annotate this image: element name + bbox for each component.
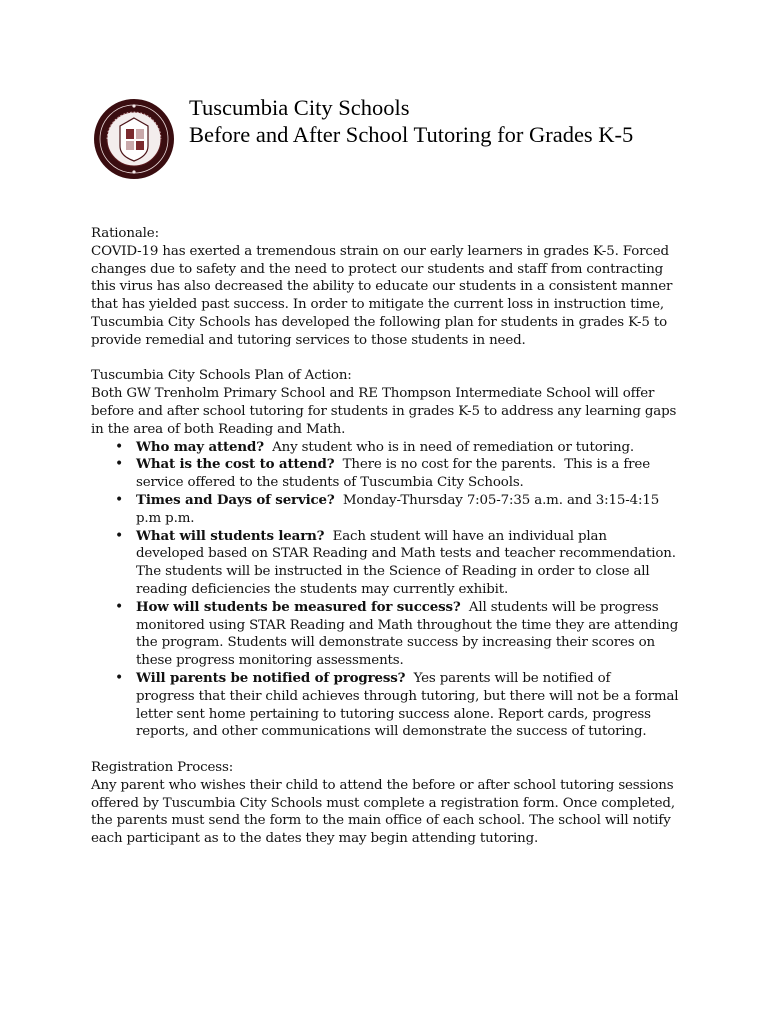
bullet-answer: Monday-Thursday 7:05-7:35 a.m. and 3:15-4:15 (334, 492, 660, 508)
bullet-answer-line: The students will be instructed in the Science of Reading in order to close all (136, 564, 650, 580)
list-item (115, 438, 691, 457)
rationale-line: changes due to safety and the need to protect our students and staff from contracting (91, 261, 664, 277)
bullet-icon: • (115, 598, 124, 615)
bullet-answer: Any student who is in need of remediation or tutoring. (263, 439, 635, 455)
bullet-question: Will parents be notified of progress? (136, 669, 406, 686)
registration-line: offered by Tuscumbia City Schools must complete a registration form. Once completed, (91, 795, 675, 811)
bullet-answer-line: service offered to the students of Tuscumbia City Schools. (136, 475, 524, 491)
bullet-answer: Yes parents will be notified of (405, 670, 611, 686)
rationale-section (91, 225, 691, 350)
bullet-answer: Each student will have an individual plan (324, 528, 607, 544)
rationale-line: provide remedial and tutoring services to those students in need. (91, 332, 526, 348)
list-item (115, 669, 691, 741)
school-seal-icon (93, 98, 175, 180)
plan-line: Both GW Trenholm Primary School and RE Thompson Intermediate School will offer (91, 386, 655, 402)
bullet-icon: • (115, 438, 124, 455)
bullet-answer-line: letter sent home pertaining to tutoring success alone. Report cards, progress (136, 706, 651, 722)
bullet-question: Times and Days of service? (136, 491, 335, 508)
list-item (115, 456, 691, 492)
plan-section (91, 367, 691, 741)
section-spacer (91, 741, 691, 759)
bullet-icon: • (115, 669, 124, 686)
bullet-answer-line: the program. Students will demonstrate success by increasing their scores on (136, 635, 656, 651)
rationale-line: that has yielded past success. In order to mitigate the current loss in instruction time, (91, 297, 665, 313)
list-item (115, 527, 691, 599)
registration-line: each participant as to the dates they may begin attending tutoring. (91, 831, 539, 847)
bullet-question: What will students learn? (136, 527, 325, 544)
plan-line: before and after school tutoring for students in grades K-5 to address any learning gaps (91, 403, 677, 419)
bullet-answer-line: developed based on STAR Reading and Math tests and teacher recommendation. (136, 546, 676, 562)
bullet-answer-line: reports, and other communications will demonstrate the success of tutoring. (136, 724, 647, 740)
bullet-icon: • (115, 456, 124, 473)
registration-line: Any parent who wishes their child to attend the before or after school tutoring sessions (91, 777, 674, 793)
document-body (91, 225, 691, 848)
bullet-answer-line: reading deficiencies the students may currently exhibit. (136, 581, 509, 597)
list-item (115, 491, 691, 528)
bullet-question: What is the cost to attend? (136, 456, 335, 473)
bullet-icon: • (115, 527, 124, 544)
rationale-line: this virus has also decreased the ability to educate our students in a consistent manner (91, 279, 673, 295)
bullet-answer-line: progress that their child achieves through tutoring, but there will not be a formal (136, 688, 679, 704)
rationale-line: Tuscumbia City Schools has developed the following plan for students in grades K-5 to (91, 314, 667, 330)
bullet-answer-line: monitored using STAR Reading and Math throughout the time they are attending (136, 617, 679, 633)
document-title (189, 94, 633, 148)
rationale-line: COVID-19 has exerted a tremendous strain on our early learners in grades K-5. Forced (91, 243, 669, 259)
bullet-question: Who may attend? (136, 438, 264, 455)
section-spacer (91, 350, 691, 368)
registration-line: the parents must send the form to the main office of each school. The school will notify (91, 813, 671, 829)
title-line-school: Tuscumbia City Schools (189, 95, 410, 120)
plan-bullet-list (91, 439, 691, 742)
bullet-answer: There is no cost for the parents. This is a free (334, 457, 650, 473)
title-line-program: Before and After School Tutoring for Grades K-5 (189, 122, 634, 147)
registration-heading: Registration Process: (91, 759, 234, 775)
bullet-answer-line: p.m p.m. (136, 510, 195, 526)
plan-line: in the area of both Reading and Math. (91, 421, 346, 437)
bullet-answer: All students will be progress (460, 599, 659, 615)
list-item (115, 598, 691, 670)
bullet-icon: • (115, 491, 124, 508)
rationale-heading: Rationale: (91, 226, 159, 241)
bullet-question: How will students be measured for success? (136, 598, 461, 615)
plan-heading: Tuscumbia City Schools Plan of Action: (91, 368, 352, 384)
bullet-answer-line: these progress monitoring assessments. (136, 653, 404, 669)
registration-section (91, 759, 691, 848)
